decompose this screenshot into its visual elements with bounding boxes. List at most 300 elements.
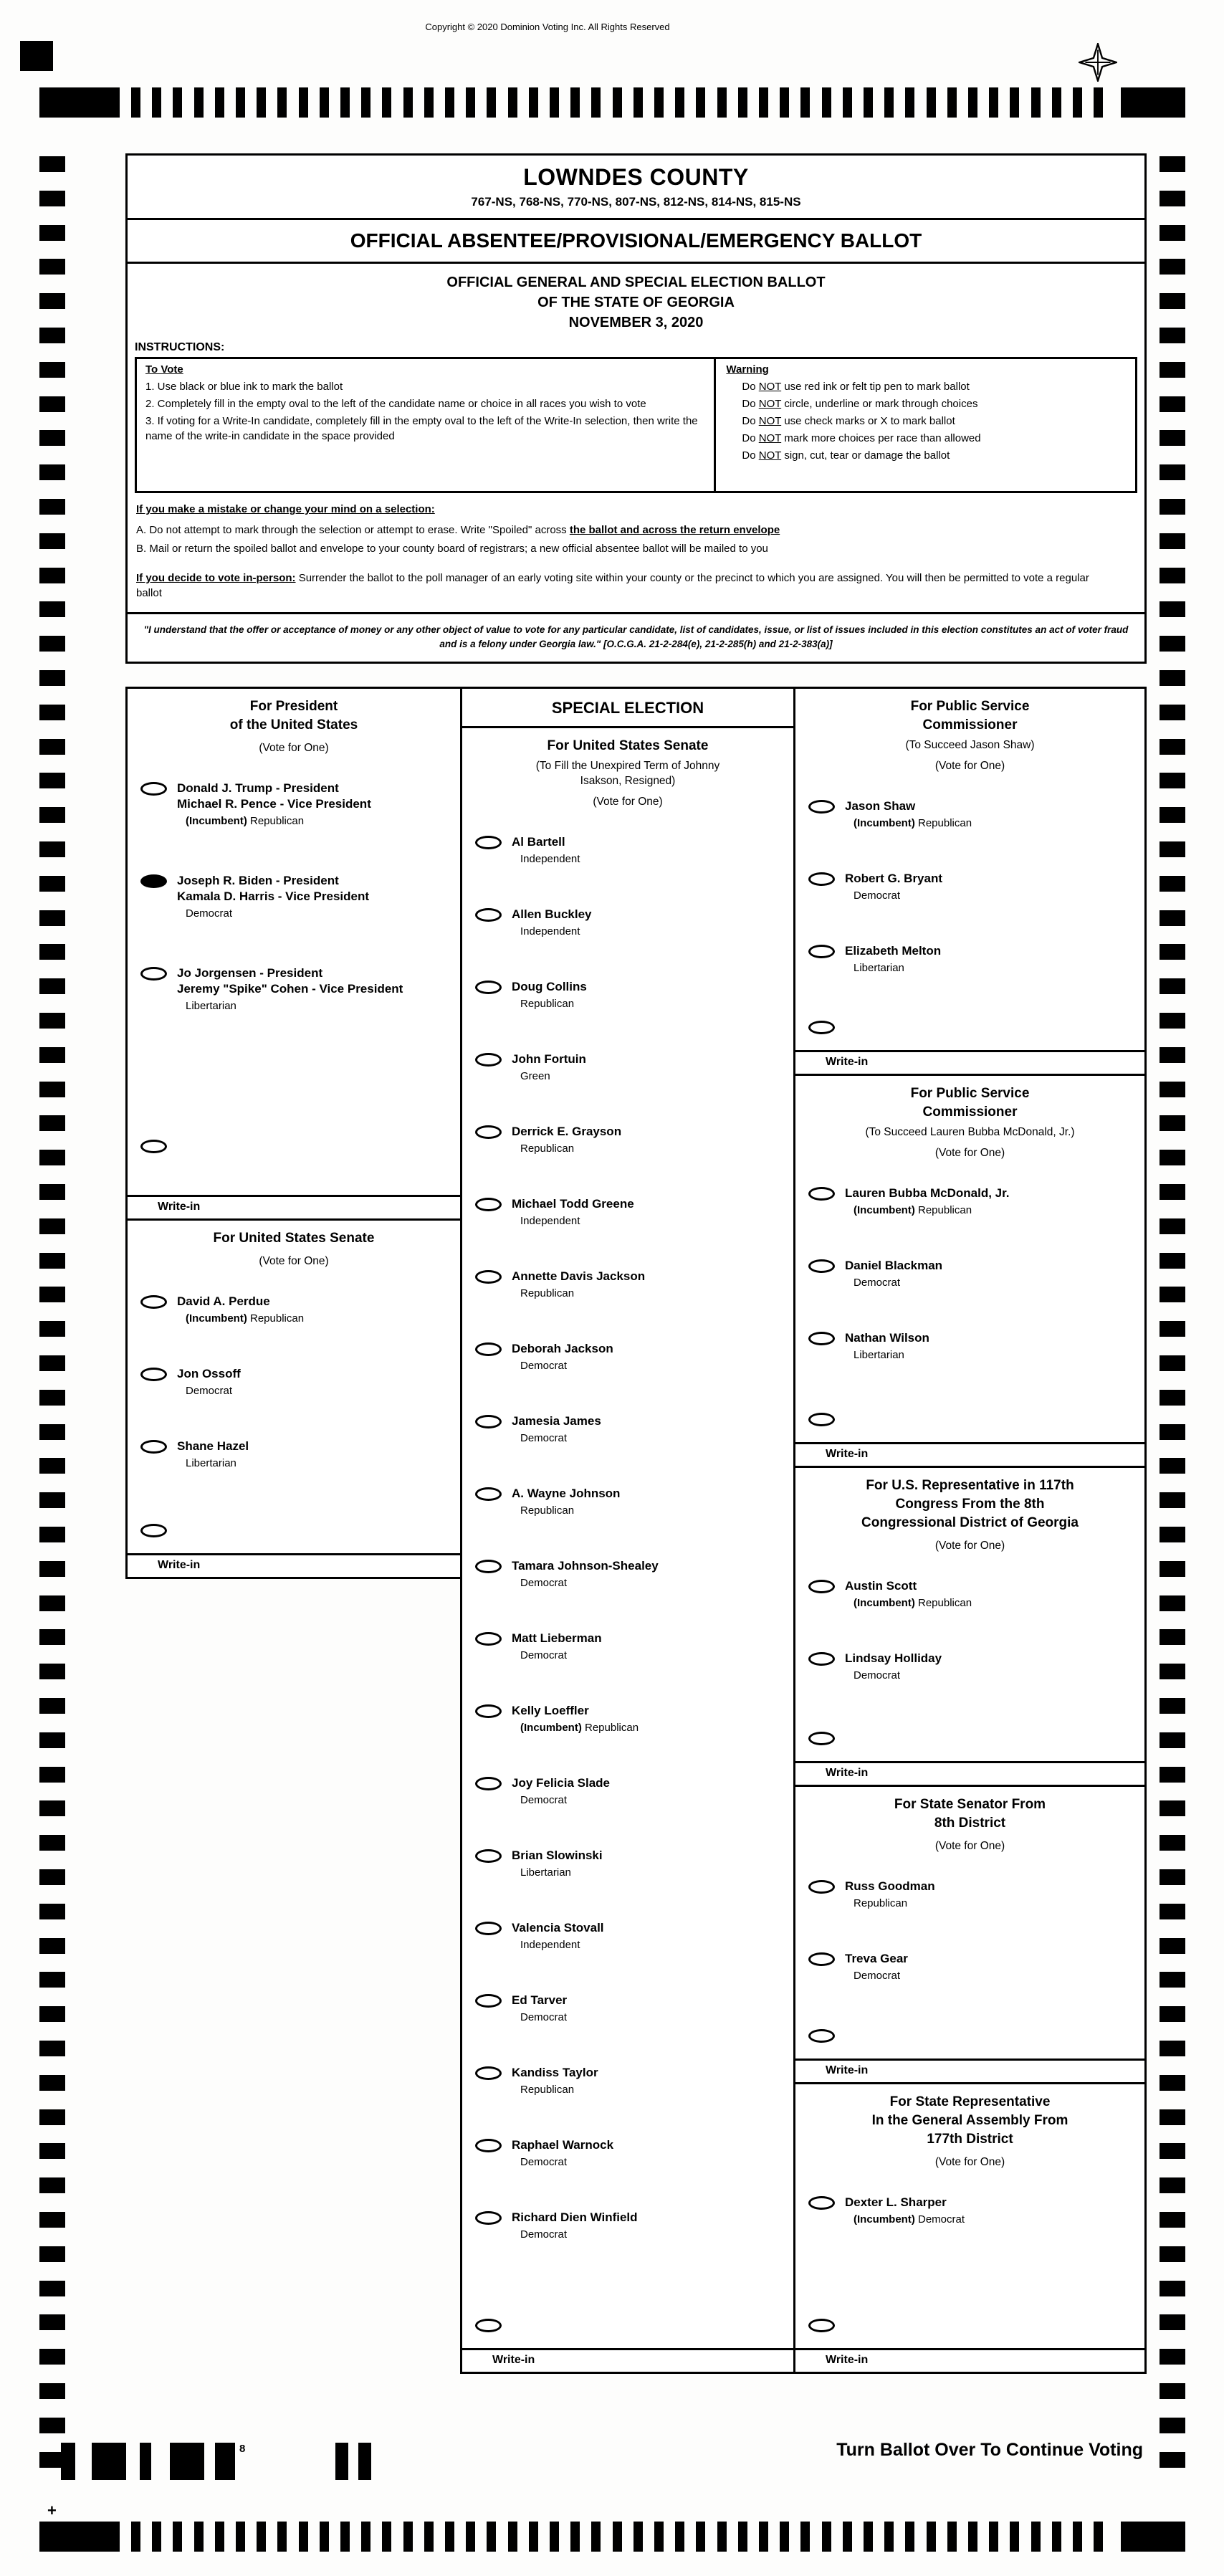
vote-for-instruction: (Vote for One) bbox=[934, 1840, 1005, 1852]
timing-mark bbox=[39, 739, 65, 755]
ballot-races-grid bbox=[125, 687, 1147, 2374]
timing-mark bbox=[591, 87, 601, 118]
race-title-line: of the United States bbox=[229, 717, 358, 733]
candidate-party bbox=[512, 1649, 602, 1663]
timing-mark bbox=[1160, 1664, 1185, 1679]
write-in-oval[interactable] bbox=[808, 2319, 835, 2332]
candidate-list bbox=[128, 781, 460, 1058]
timing-mark bbox=[39, 2314, 65, 2330]
timing-mark bbox=[1094, 87, 1103, 118]
candidate-name: Kamala D. Harris - Vice President bbox=[177, 889, 370, 903]
candidate-name: Derrick E. Grayson bbox=[512, 1125, 622, 1138]
timing-mark bbox=[864, 2522, 873, 2552]
warning-item bbox=[742, 379, 1125, 394]
candidate-party bbox=[177, 1384, 241, 1398]
ballot-oval[interactable] bbox=[475, 836, 502, 849]
candidate-name: Brian Slowinski bbox=[512, 1848, 603, 1862]
candidate-party bbox=[512, 1287, 645, 1301]
timing-mark bbox=[800, 87, 810, 118]
candidate-name: Lindsay Holliday bbox=[845, 1651, 942, 1665]
timing-mark bbox=[39, 1698, 65, 1714]
candidate-row bbox=[462, 1703, 793, 1735]
timing-mark bbox=[1160, 1800, 1185, 1816]
candidate-party bbox=[512, 852, 580, 867]
race-title-line: Commissioner bbox=[922, 1105, 1018, 1120]
ballot-oval[interactable] bbox=[475, 1632, 502, 1646]
race-title-line: For President bbox=[249, 699, 338, 714]
ballot-oval[interactable] bbox=[475, 1994, 502, 2008]
race-contest bbox=[128, 1221, 460, 1577]
warning-not: NOT bbox=[758, 432, 782, 444]
candidate-info bbox=[512, 2065, 598, 2097]
registration-mark-icon bbox=[1079, 43, 1117, 82]
timing-mark bbox=[1160, 533, 1185, 549]
party-name: Republican bbox=[520, 2084, 575, 2096]
timing-mark bbox=[320, 87, 329, 118]
candidate-party bbox=[845, 961, 941, 975]
timing-mark bbox=[1052, 2522, 1061, 2552]
candidate-name: Jamesia James bbox=[512, 1414, 601, 1428]
warning-not: NOT bbox=[758, 449, 782, 462]
party-name: Democrat bbox=[520, 1649, 568, 1661]
timing-mark bbox=[1160, 773, 1185, 788]
candidate-name: Robert G. Bryant bbox=[845, 872, 943, 885]
timing-mark bbox=[39, 1253, 65, 1269]
county-name: LOWNDES COUNTY bbox=[523, 164, 749, 190]
warning-item bbox=[742, 431, 1125, 446]
timing-mark bbox=[1160, 2041, 1185, 2056]
candidate-name: Joy Felicia Slade bbox=[512, 1776, 611, 1790]
candidate-party bbox=[845, 1669, 942, 1683]
timing-mark bbox=[61, 2443, 75, 2480]
timing-mark bbox=[39, 601, 65, 617]
race-title-line: For Public Service bbox=[910, 1086, 1030, 1101]
ballot-oval[interactable] bbox=[808, 1332, 835, 1345]
election-title-line2: OF THE STATE OF GEORGIA bbox=[537, 295, 735, 310]
timing-mark bbox=[173, 2522, 182, 2552]
timing-mark bbox=[1160, 259, 1185, 275]
candidate-name: Kelly Loeffler bbox=[512, 1704, 589, 1717]
party-name: Independent bbox=[520, 1939, 580, 1951]
write-in-oval[interactable] bbox=[808, 1413, 835, 1426]
candidate-info bbox=[512, 2137, 613, 2170]
ballot-oval[interactable] bbox=[475, 1560, 502, 1573]
timing-mark bbox=[1160, 1698, 1185, 1714]
ballot-oval[interactable] bbox=[475, 1198, 502, 1211]
write-in-section bbox=[128, 1524, 460, 1577]
timing-mark bbox=[39, 2349, 65, 2365]
ballot-oval[interactable] bbox=[808, 1187, 835, 1201]
timing-mark bbox=[1031, 87, 1041, 118]
race-contest bbox=[795, 689, 1144, 1076]
ballot-header bbox=[125, 153, 1147, 664]
candidate-info bbox=[512, 1848, 603, 1880]
ballot-oval[interactable] bbox=[808, 945, 835, 958]
candidate-name: Allen Buckley bbox=[512, 907, 592, 921]
ballot-oval[interactable] bbox=[475, 981, 502, 994]
timing-mark bbox=[39, 328, 65, 343]
write-in-oval[interactable] bbox=[140, 1140, 167, 1153]
in-person-text: Surrender the ballot to the poll manager of an early voting site within your county or the precinct to which you are assigned. You will then be permitted to vote a regular ballot bbox=[136, 572, 1089, 599]
incumbent-label: (Incumbent) bbox=[854, 2213, 915, 2226]
candidate-row bbox=[462, 1631, 793, 1663]
candidate-row bbox=[795, 798, 1144, 831]
plus-registration-mark: + bbox=[47, 2501, 57, 2519]
ballot-oval[interactable] bbox=[808, 1580, 835, 1593]
candidate-party bbox=[845, 1348, 929, 1363]
race-title-line: For State Senator From bbox=[894, 1797, 1046, 1812]
timing-mark bbox=[989, 87, 998, 118]
timing-mark bbox=[1160, 841, 1185, 857]
candidate-party bbox=[512, 1721, 639, 1735]
candidate-name: Donald J. Trump - President bbox=[177, 781, 339, 795]
candidate-info bbox=[512, 1486, 620, 1518]
ballot-oval[interactable] bbox=[475, 1053, 502, 1067]
candidate-info bbox=[845, 943, 941, 975]
candidate-name: Al Bartell bbox=[512, 835, 565, 849]
write-in-oval[interactable] bbox=[475, 2319, 502, 2332]
timing-mark bbox=[1160, 1904, 1185, 1919]
candidate-party bbox=[845, 816, 972, 831]
party-name: Republican bbox=[520, 998, 575, 1010]
ballot-oval[interactable] bbox=[140, 967, 167, 981]
candidate-party bbox=[845, 889, 942, 903]
write-in-section bbox=[795, 2319, 1144, 2372]
timing-mark bbox=[39, 1390, 65, 1406]
to-vote-title: To Vote bbox=[145, 363, 183, 376]
candidate-info bbox=[177, 873, 369, 921]
ballot-oval[interactable] bbox=[808, 2196, 835, 2210]
timing-mark bbox=[1160, 1287, 1185, 1302]
timing-mark bbox=[1160, 739, 1185, 755]
write-in-section bbox=[795, 1413, 1144, 1466]
party-name: Republican bbox=[250, 1312, 305, 1325]
party-name: Republican bbox=[585, 1722, 639, 1734]
write-in-section bbox=[128, 1140, 460, 1218]
write-in-label: Write-in bbox=[826, 1767, 869, 1779]
ballot-oval[interactable] bbox=[140, 1440, 167, 1454]
race-header bbox=[795, 1076, 1144, 1161]
race-title bbox=[801, 2093, 1139, 2149]
timing-mark bbox=[215, 87, 224, 118]
ballot-oval[interactable] bbox=[808, 800, 835, 814]
candidate-party bbox=[177, 814, 371, 829]
ballot-oval[interactable] bbox=[475, 1342, 502, 1356]
timing-mark bbox=[39, 2522, 120, 2552]
race-title bbox=[133, 697, 454, 735]
race-subtitle bbox=[468, 758, 788, 788]
candidate-info bbox=[845, 1951, 908, 1983]
timing-mark bbox=[424, 2522, 434, 2552]
write-in-label: Write-in bbox=[826, 1448, 869, 1460]
timing-mark bbox=[39, 156, 65, 172]
ballot-oval[interactable] bbox=[475, 908, 502, 922]
timing-mark bbox=[39, 2041, 65, 2056]
write-in-oval[interactable] bbox=[140, 1524, 167, 1537]
timing-mark bbox=[1160, 1390, 1185, 1406]
timing-mark bbox=[39, 978, 65, 994]
timing-mark bbox=[1010, 2522, 1019, 2552]
county-header-box bbox=[125, 153, 1147, 220]
warning-item bbox=[742, 414, 1125, 429]
candidate-party bbox=[845, 1969, 908, 1983]
ballot-oval[interactable] bbox=[475, 1270, 502, 1284]
ballot-oval[interactable] bbox=[475, 1777, 502, 1790]
candidate-info bbox=[512, 1124, 621, 1156]
ballot-oval[interactable] bbox=[140, 1295, 167, 1309]
candidate-info bbox=[512, 1703, 639, 1735]
ballot-info-box bbox=[125, 264, 1147, 664]
candidate-name: Jason Shaw bbox=[845, 799, 916, 813]
warning-text: sign, cut, tear or damage the ballot bbox=[781, 449, 950, 462]
timing-mark bbox=[570, 2522, 580, 2552]
timing-mark bbox=[1160, 2006, 1185, 2022]
timing-mark bbox=[1160, 944, 1185, 960]
candidate-row bbox=[128, 781, 460, 829]
warning-do: Do bbox=[742, 381, 759, 393]
write-in-section bbox=[795, 2029, 1144, 2082]
candidate-row bbox=[462, 2210, 793, 2242]
timing-mark bbox=[39, 2418, 65, 2433]
race-subtitle-line: (To Succeed Lauren Bubba McDonald, Jr.) bbox=[865, 1126, 1075, 1138]
timing-mark bbox=[1160, 293, 1185, 309]
timing-mark bbox=[529, 87, 538, 118]
ballot-oval[interactable] bbox=[140, 782, 167, 796]
party-name: Republican bbox=[520, 1504, 575, 1517]
party-name: Democrat bbox=[520, 1432, 568, 1444]
candidate-party bbox=[512, 1576, 659, 1590]
warning-do: Do bbox=[742, 415, 759, 427]
vote-for-instruction: (Vote for One) bbox=[934, 1147, 1005, 1159]
timing-mark bbox=[39, 773, 65, 788]
timing-mark bbox=[613, 2522, 622, 2552]
candidate-row bbox=[795, 1578, 1144, 1611]
timing-mark bbox=[738, 2522, 747, 2552]
ballot-oval[interactable] bbox=[475, 2139, 502, 2152]
ballot-oval[interactable] bbox=[808, 1880, 835, 1894]
candidate-info bbox=[512, 1631, 602, 1663]
precinct-list: 767-NS, 768-NS, 770-NS, 807-NS, 812-NS, 814-NS, 815-NS bbox=[471, 195, 801, 209]
timing-mark bbox=[1160, 1321, 1185, 1337]
timing-mark bbox=[39, 1595, 65, 1611]
timing-mark bbox=[39, 2109, 65, 2125]
race-header bbox=[795, 689, 1144, 774]
candidate-name: Joseph R. Biden - President bbox=[177, 874, 339, 887]
party-name: Republican bbox=[918, 817, 972, 829]
timing-mark bbox=[1160, 2452, 1185, 2468]
timing-mark bbox=[1160, 1629, 1185, 1645]
write-in-oval[interactable] bbox=[808, 1021, 835, 1034]
timing-mark bbox=[1160, 807, 1185, 823]
ballot-oval[interactable] bbox=[808, 1952, 835, 1966]
ballot-oval[interactable] bbox=[475, 1415, 502, 1428]
timing-mark bbox=[633, 87, 643, 118]
timing-mark bbox=[1160, 1869, 1185, 1885]
warning-item bbox=[742, 448, 1125, 463]
party-name: Independent bbox=[520, 853, 580, 865]
ballot-oval[interactable] bbox=[475, 2211, 502, 2225]
candidate-info bbox=[512, 1920, 604, 1952]
party-name: Libertarian bbox=[854, 1349, 904, 1361]
ballot-column-2 bbox=[460, 687, 795, 2374]
candidate-name: Russ Goodman bbox=[845, 1879, 935, 1893]
timing-mark bbox=[905, 87, 914, 118]
timing-mark bbox=[696, 2522, 705, 2552]
timing-mark bbox=[140, 2443, 151, 2480]
timing-mark bbox=[361, 87, 370, 118]
timing-mark bbox=[39, 705, 65, 720]
candidate-row bbox=[795, 2195, 1144, 2227]
party-name: Green bbox=[520, 1070, 550, 1082]
timing-mark bbox=[320, 2522, 329, 2552]
ballot-oval[interactable] bbox=[475, 2066, 502, 2080]
party-name: Democrat bbox=[854, 1970, 901, 1982]
ballot-oval[interactable] bbox=[808, 1259, 835, 1273]
race-title-line: Congressional District of Georgia bbox=[861, 1515, 1079, 1530]
timing-mark bbox=[1160, 601, 1185, 617]
warning-item bbox=[742, 396, 1125, 411]
timing-mark bbox=[1160, 978, 1185, 994]
write-in-label: Write-in bbox=[158, 1201, 201, 1213]
candidate-list bbox=[128, 1294, 460, 1511]
timing-mark bbox=[947, 2522, 957, 2552]
timing-mark bbox=[654, 2522, 664, 2552]
ballot-oval[interactable] bbox=[475, 1704, 502, 1718]
candidate-party bbox=[512, 997, 587, 1011]
timing-mark bbox=[1160, 1082, 1185, 1097]
race-subtitle bbox=[801, 1125, 1139, 1140]
race-contest bbox=[795, 1468, 1144, 1787]
timing-mark bbox=[1160, 1492, 1185, 1508]
candidate-row bbox=[462, 1051, 793, 1084]
candidate-row bbox=[795, 1258, 1144, 1290]
timing-mark bbox=[1160, 1424, 1185, 1440]
write-in-oval[interactable] bbox=[808, 1732, 835, 1745]
candidate-row bbox=[128, 1366, 460, 1398]
to-vote-item: 1. Use black or blue ink to mark the ballot bbox=[145, 381, 343, 393]
race-title bbox=[801, 697, 1139, 735]
candidate-party bbox=[512, 1793, 610, 1808]
candidate-row bbox=[462, 1341, 793, 1373]
candidate-row bbox=[462, 2137, 793, 2170]
warning-items bbox=[726, 379, 1125, 463]
ballot-oval-filled[interactable] bbox=[140, 874, 167, 888]
candidate-name: Matt Lieberman bbox=[512, 1631, 602, 1645]
timing-mark bbox=[39, 1287, 65, 1302]
ballot-oval[interactable] bbox=[808, 1652, 835, 1666]
ballot-oval[interactable] bbox=[475, 1849, 502, 1863]
candidate-info bbox=[845, 798, 972, 831]
timing-mark bbox=[675, 87, 684, 118]
timing-mark bbox=[39, 499, 65, 515]
timing-mark bbox=[738, 87, 747, 118]
candidate-name: A. Wayne Johnson bbox=[512, 1487, 621, 1500]
timing-mark bbox=[780, 87, 789, 118]
candidate-name: Annette Davis Jackson bbox=[512, 1269, 646, 1283]
write-in-section bbox=[795, 1732, 1144, 1785]
timing-mark bbox=[717, 2522, 727, 2552]
candidate-row bbox=[462, 1413, 793, 1446]
timing-mark bbox=[1160, 705, 1185, 720]
ballot-oval[interactable] bbox=[475, 1922, 502, 1935]
warning-not: NOT bbox=[758, 398, 782, 410]
in-person-instructions bbox=[136, 571, 1096, 601]
party-name: Democrat bbox=[918, 2213, 965, 2226]
sequence-digit: 8 bbox=[239, 2443, 246, 2455]
timing-mark bbox=[759, 87, 768, 118]
timing-mark bbox=[39, 362, 65, 378]
ballot-oval[interactable] bbox=[475, 1487, 502, 1501]
timing-mark bbox=[800, 2522, 810, 2552]
candidate-row bbox=[462, 1196, 793, 1229]
mistake-heading: If you make a mistake or change your mind on a selection: bbox=[136, 503, 435, 515]
timing-mark bbox=[39, 1732, 65, 1748]
timing-mark bbox=[1160, 191, 1185, 206]
timing-mark bbox=[39, 1013, 65, 1029]
candidate-row bbox=[795, 1951, 1144, 1983]
race-title-line: 177th District bbox=[927, 2132, 1013, 2147]
party-name: Republican bbox=[520, 1287, 575, 1299]
timing-mark bbox=[39, 225, 65, 241]
timing-mark bbox=[1160, 1184, 1185, 1200]
ballot-oval[interactable] bbox=[808, 872, 835, 886]
timing-mark bbox=[1160, 2246, 1185, 2262]
timing-mark bbox=[39, 807, 65, 823]
write-in-section bbox=[795, 1021, 1144, 1074]
timing-mark bbox=[675, 2522, 684, 2552]
candidate-party bbox=[177, 907, 369, 921]
ballot-oval[interactable] bbox=[140, 1368, 167, 1381]
warning-text: circle, underline or mark through choices bbox=[781, 398, 978, 410]
timing-mark bbox=[236, 87, 245, 118]
timing-mark bbox=[39, 670, 65, 686]
timing-mark bbox=[1052, 87, 1061, 118]
timing-mark bbox=[39, 1424, 65, 1440]
ballot-oval[interactable] bbox=[475, 1125, 502, 1139]
candidate-party bbox=[845, 1203, 1010, 1218]
candidate-list bbox=[795, 1578, 1144, 1723]
race-title-line: Commissioner bbox=[922, 717, 1018, 733]
write-in-oval[interactable] bbox=[808, 2029, 835, 2043]
candidate-party bbox=[845, 1897, 935, 1911]
timing-mark bbox=[39, 1629, 65, 1645]
timing-mark bbox=[39, 2246, 65, 2262]
timing-mark bbox=[1160, 1972, 1185, 1988]
timing-mark bbox=[131, 2522, 140, 2552]
race-header bbox=[795, 1787, 1144, 1854]
race-title-line: For United States Senate bbox=[213, 1231, 375, 1246]
party-name: Libertarian bbox=[520, 1866, 571, 1879]
race-title-line: For State Representative bbox=[889, 2094, 1051, 2109]
race-subtitle-line: Isakson, Resigned) bbox=[580, 775, 676, 787]
candidate-info bbox=[845, 2195, 965, 2227]
timing-mark bbox=[39, 1527, 65, 1542]
timing-mark bbox=[1160, 499, 1185, 515]
timing-mark bbox=[39, 1561, 65, 1577]
timing-mark bbox=[39, 2383, 65, 2399]
timing-mark bbox=[39, 568, 65, 583]
to-vote-item: 3. If voting for a Write-In candidate, completely fill in the empty oval to the left of the Write-In selection, then write the name of the write-in candidate in the space provided bbox=[145, 415, 698, 442]
candidate-party bbox=[512, 1359, 613, 1373]
candidate-party bbox=[512, 1142, 621, 1156]
candidate-row bbox=[795, 1330, 1144, 1363]
candidate-row bbox=[462, 1993, 793, 2025]
timing-mark bbox=[1160, 1047, 1185, 1063]
timing-mark bbox=[299, 2522, 308, 2552]
timing-mark bbox=[905, 2522, 914, 2552]
timing-mark bbox=[39, 2177, 65, 2193]
warning-box bbox=[716, 357, 1137, 493]
